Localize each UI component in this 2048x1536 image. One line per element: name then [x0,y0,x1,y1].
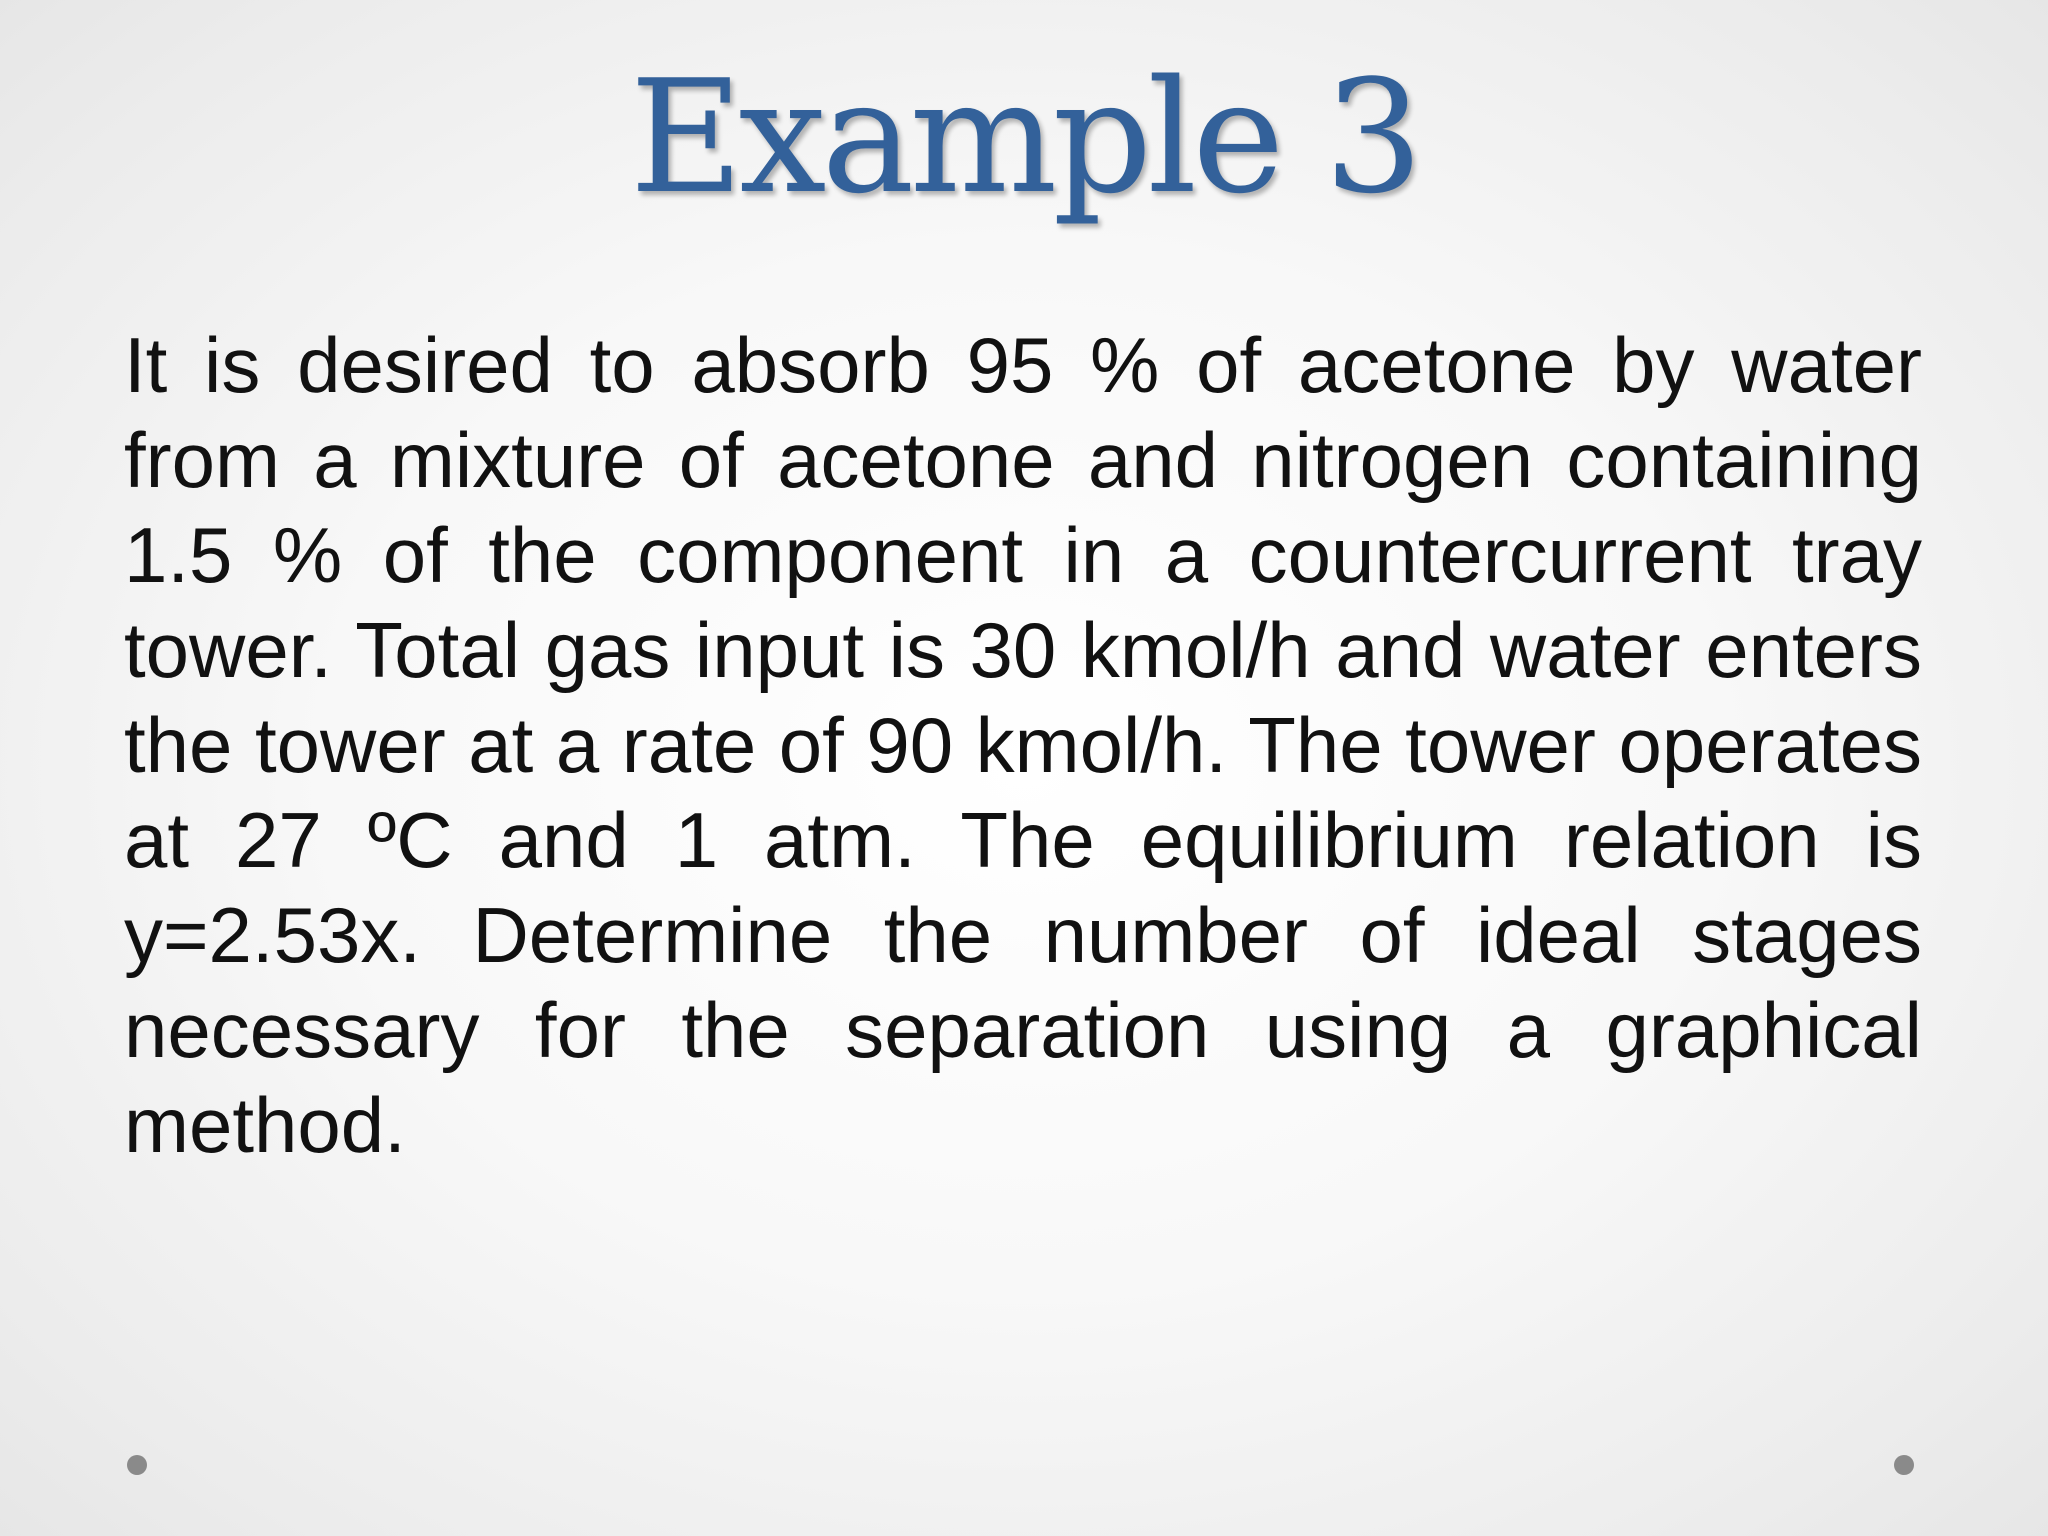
slide-body-text: It is desired to absorb 95 % of acetone by water from a mixture of acetone and nitrogen containing 1.5 % of the component in a countercurrent tray tower. Total gas input is 30 kmol/h and water enters the tower at a rate of 90 kmol/h. The tower operates at 27 ºC and 1 atm. The equilibrium relation is y=2.53x. Determine the number of ideal stages necessary for the separation using a graphical method. [124,321,1922,1169]
decorative-dot-right [1894,1455,1914,1475]
slide-title: Example 3 [629,46,1419,228]
decorative-dot-left [127,1455,147,1475]
